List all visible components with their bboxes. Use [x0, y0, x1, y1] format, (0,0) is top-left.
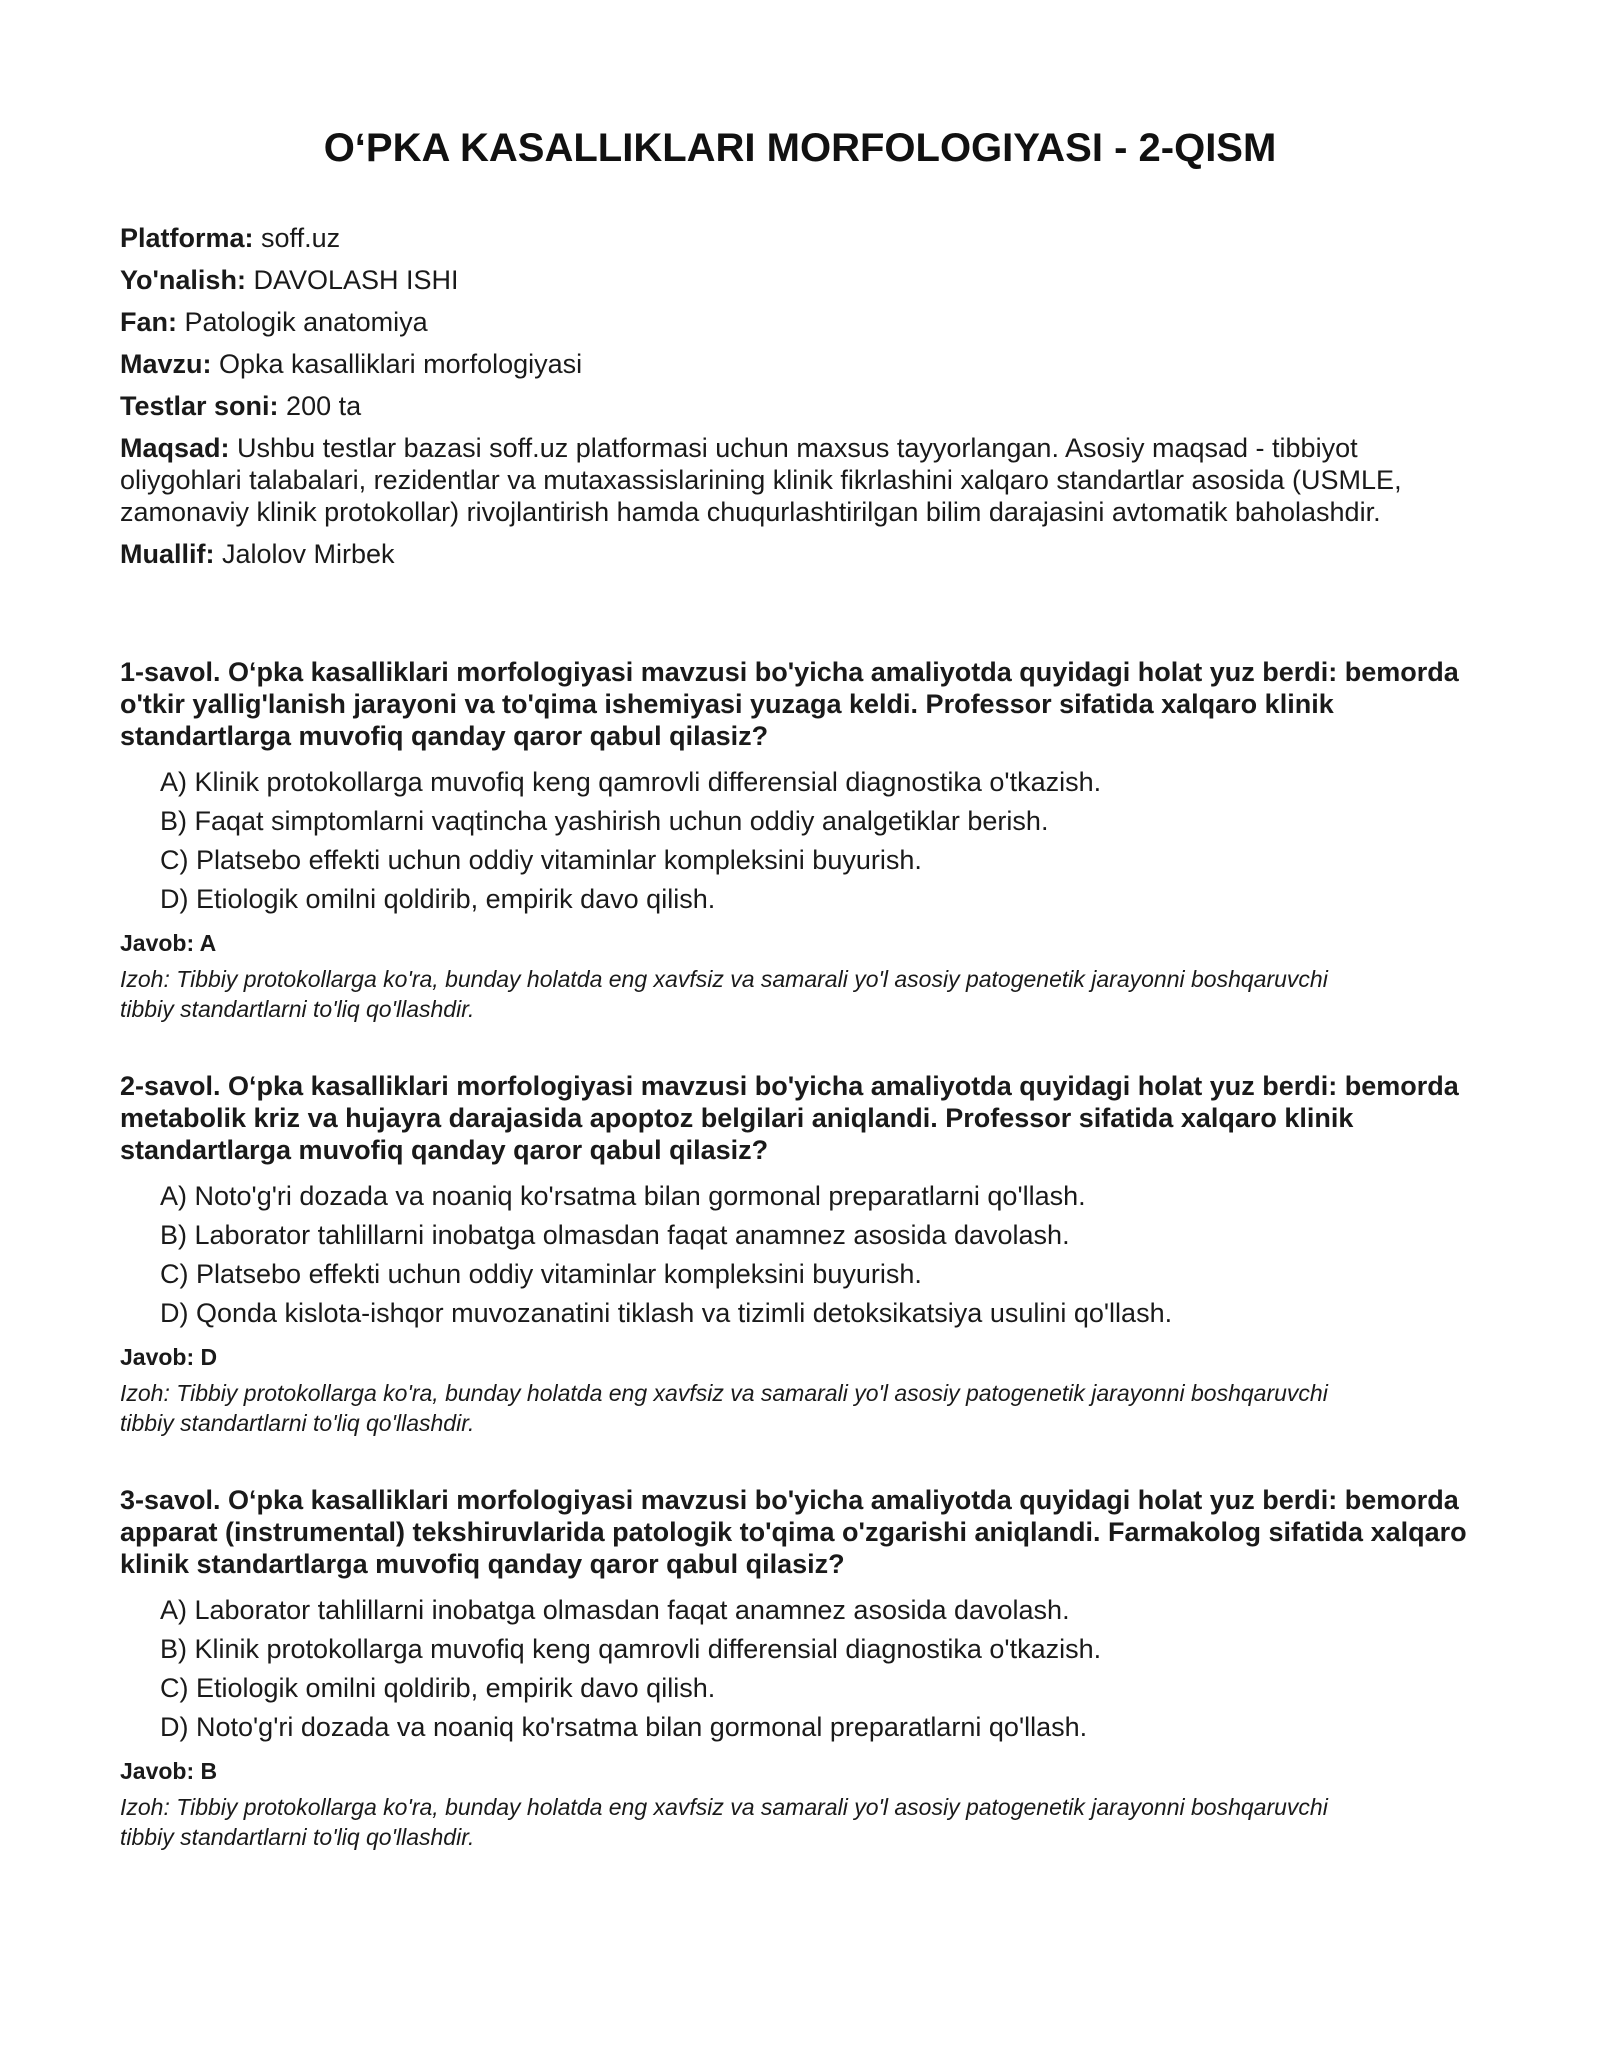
option-item: A) Noto'g'ri dozada va noaniq ko'rsatma bilan gormonal preparatlarni qo'llash.: [160, 1181, 1086, 1211]
answer-label: Javob: D: [120, 1344, 218, 1370]
option-item: B) Laborator tahlillarni inobatga olmasdan faqat anamnez asosida davolash.: [160, 1220, 1070, 1250]
option-item: C) Platsebo effekti uchun oddiy vitaminlar kompleksini buyurish.: [160, 1259, 922, 1289]
explanation-text: Izoh: Tibbiy protokollarga ko'ra, bunday holatda eng xavfsiz va samarali yo'l asosiy patogenetik jarayonni boshqaruvchi tibbiy standartlarni to'liq qo'llashdir.: [120, 966, 1328, 1022]
meta-value: DAVOLASH ISHI: [245, 265, 459, 295]
option-item: C) Platsebo effekti uchun oddiy vitaminlar kompleksini buyurish.: [160, 845, 922, 875]
meta-author: [120, 538, 1480, 570]
option-item: B) Klinik protokollarga muvofiq keng qamrovli differensial diagnostika o'tkazish.: [160, 1634, 1102, 1664]
option-item: C) Etiologik omilni qoldirib, empirik davo qilish.: [160, 1673, 716, 1703]
option-item: A) Klinik protokollarga muvofiq keng qamrovli differensial diagnostika o'tkazish.: [160, 767, 1102, 797]
meta-label: Muallif:: [120, 539, 215, 569]
explanation-text: Izoh: Tibbiy protokollarga ko'ra, bunday holatda eng xavfsiz va samarali yo'l asosiy patogenetik jarayonni boshqaruvchi tibbiy standartlarni to'liq qo'llashdir.: [120, 1794, 1328, 1850]
meta-label: Platforma:: [120, 223, 254, 253]
question-block: [120, 656, 1480, 1024]
question-text: 1-savol. O‘pka kasalliklari morfologiyasi mavzusi bo'yicha amaliyotda quyidagi holat yuz berdi: bemorda o'tkir yallig'lanish jarayoni va to'qima ishemiyasi yuzaga keldi. Professor sifatida xalqaro klinik standartlarga muvofiq qanday qaror qabul qilasiz?: [120, 657, 1459, 751]
document-metadata: [120, 222, 1480, 570]
meta-label: Yo'nalish:: [120, 265, 246, 295]
meta-test-count: [120, 390, 1480, 422]
option-item: A) Laborator tahlillarni inobatga olmasdan faqat anamnez asosida davolash.: [160, 1595, 1070, 1625]
meta-label: Maqsad:: [120, 433, 230, 463]
option-item: D) Etiologik omilni qoldirib, empirik davo qilish.: [160, 884, 716, 914]
meta-value: Opka kasalliklari morfologiyasi: [211, 349, 583, 379]
question-block: [120, 1484, 1480, 1852]
question-block: [120, 1070, 1480, 1438]
meta-topic: [120, 348, 1480, 380]
meta-value: Patologik anatomiya: [177, 307, 428, 337]
option-item: D) Qonda kislota-ishqor muvozanatini tiklash va tizimli detoksikatsiya usulini qo'llash.: [160, 1298, 1173, 1328]
question-text: 3-savol. O‘pka kasalliklari morfologiyasi mavzusi bo'yicha amaliyotda quyidagi holat yuz berdi: bemorda apparat (instrumental) tekshiruvlarida patologik to'qima o'zgarishi aniqlandi. Farmakolog sifatida xalqaro klinik standartlarga muvofiq qanday qaror qabul qilasiz?: [120, 1485, 1467, 1579]
option-list: [120, 1180, 1480, 1329]
question-list: [120, 656, 1480, 1852]
option-list: [120, 766, 1480, 915]
meta-label: Mavzu:: [120, 349, 212, 379]
meta-value: soff.uz: [253, 223, 341, 253]
meta-value: Ushbu testlar bazasi soff.uz platformasi uchun maxsus tayyorlangan. Asosiy maqsad - tibbiyot oliygohlari talabalari, rezidentlar va mutaxassislarining klinik fikrlashini xalqaro standartlar asosida (USMLE, zamonaviy klinik protokollar) rivojlantirish hamda chuqurlashtirilgan bilim darajasini avtomatik baholashdir.: [120, 433, 1402, 527]
answer-label: Javob: B: [120, 1758, 218, 1784]
option-item: B) Faqat simptomlarni vaqtincha yashirish uchun oddiy analgetiklar berish.: [160, 806, 1049, 836]
meta-value: Jalolov Mirbek: [214, 539, 395, 569]
answer-label: Javob: A: [120, 930, 217, 956]
document-title: O‘PKA KASALLIKLARI MORFOLOGIYASI - 2-QISM: [323, 126, 1277, 170]
meta-label: Fan:: [120, 307, 177, 337]
meta-subject: [120, 306, 1480, 338]
meta-direction: [120, 264, 1480, 296]
option-list: [120, 1594, 1480, 1743]
explanation-text: Izoh: Tibbiy protokollarga ko'ra, bunday holatda eng xavfsiz va samarali yo'l asosiy patogenetik jarayonni boshqaruvchi tibbiy standartlarni to'liq qo'llashdir.: [120, 1380, 1328, 1436]
question-text: 2-savol. O‘pka kasalliklari morfologiyasi mavzusi bo'yicha amaliyotda quyidagi holat yuz berdi: bemorda metabolik kriz va hujayra darajasida apoptoz belgilari aniqlandi. Professor sifatida xalqaro klinik standartlarga muvofiq qanday qaror qabul qilasiz?: [120, 1071, 1459, 1165]
meta-purpose: [120, 432, 1480, 528]
meta-label: Testlar soni:: [120, 391, 279, 421]
option-item: D) Noto'g'ri dozada va noaniq ko'rsatma bilan gormonal preparatlarni qo'llash.: [160, 1712, 1088, 1742]
meta-value: 200 ta: [278, 391, 362, 421]
meta-platform: [120, 222, 1480, 254]
